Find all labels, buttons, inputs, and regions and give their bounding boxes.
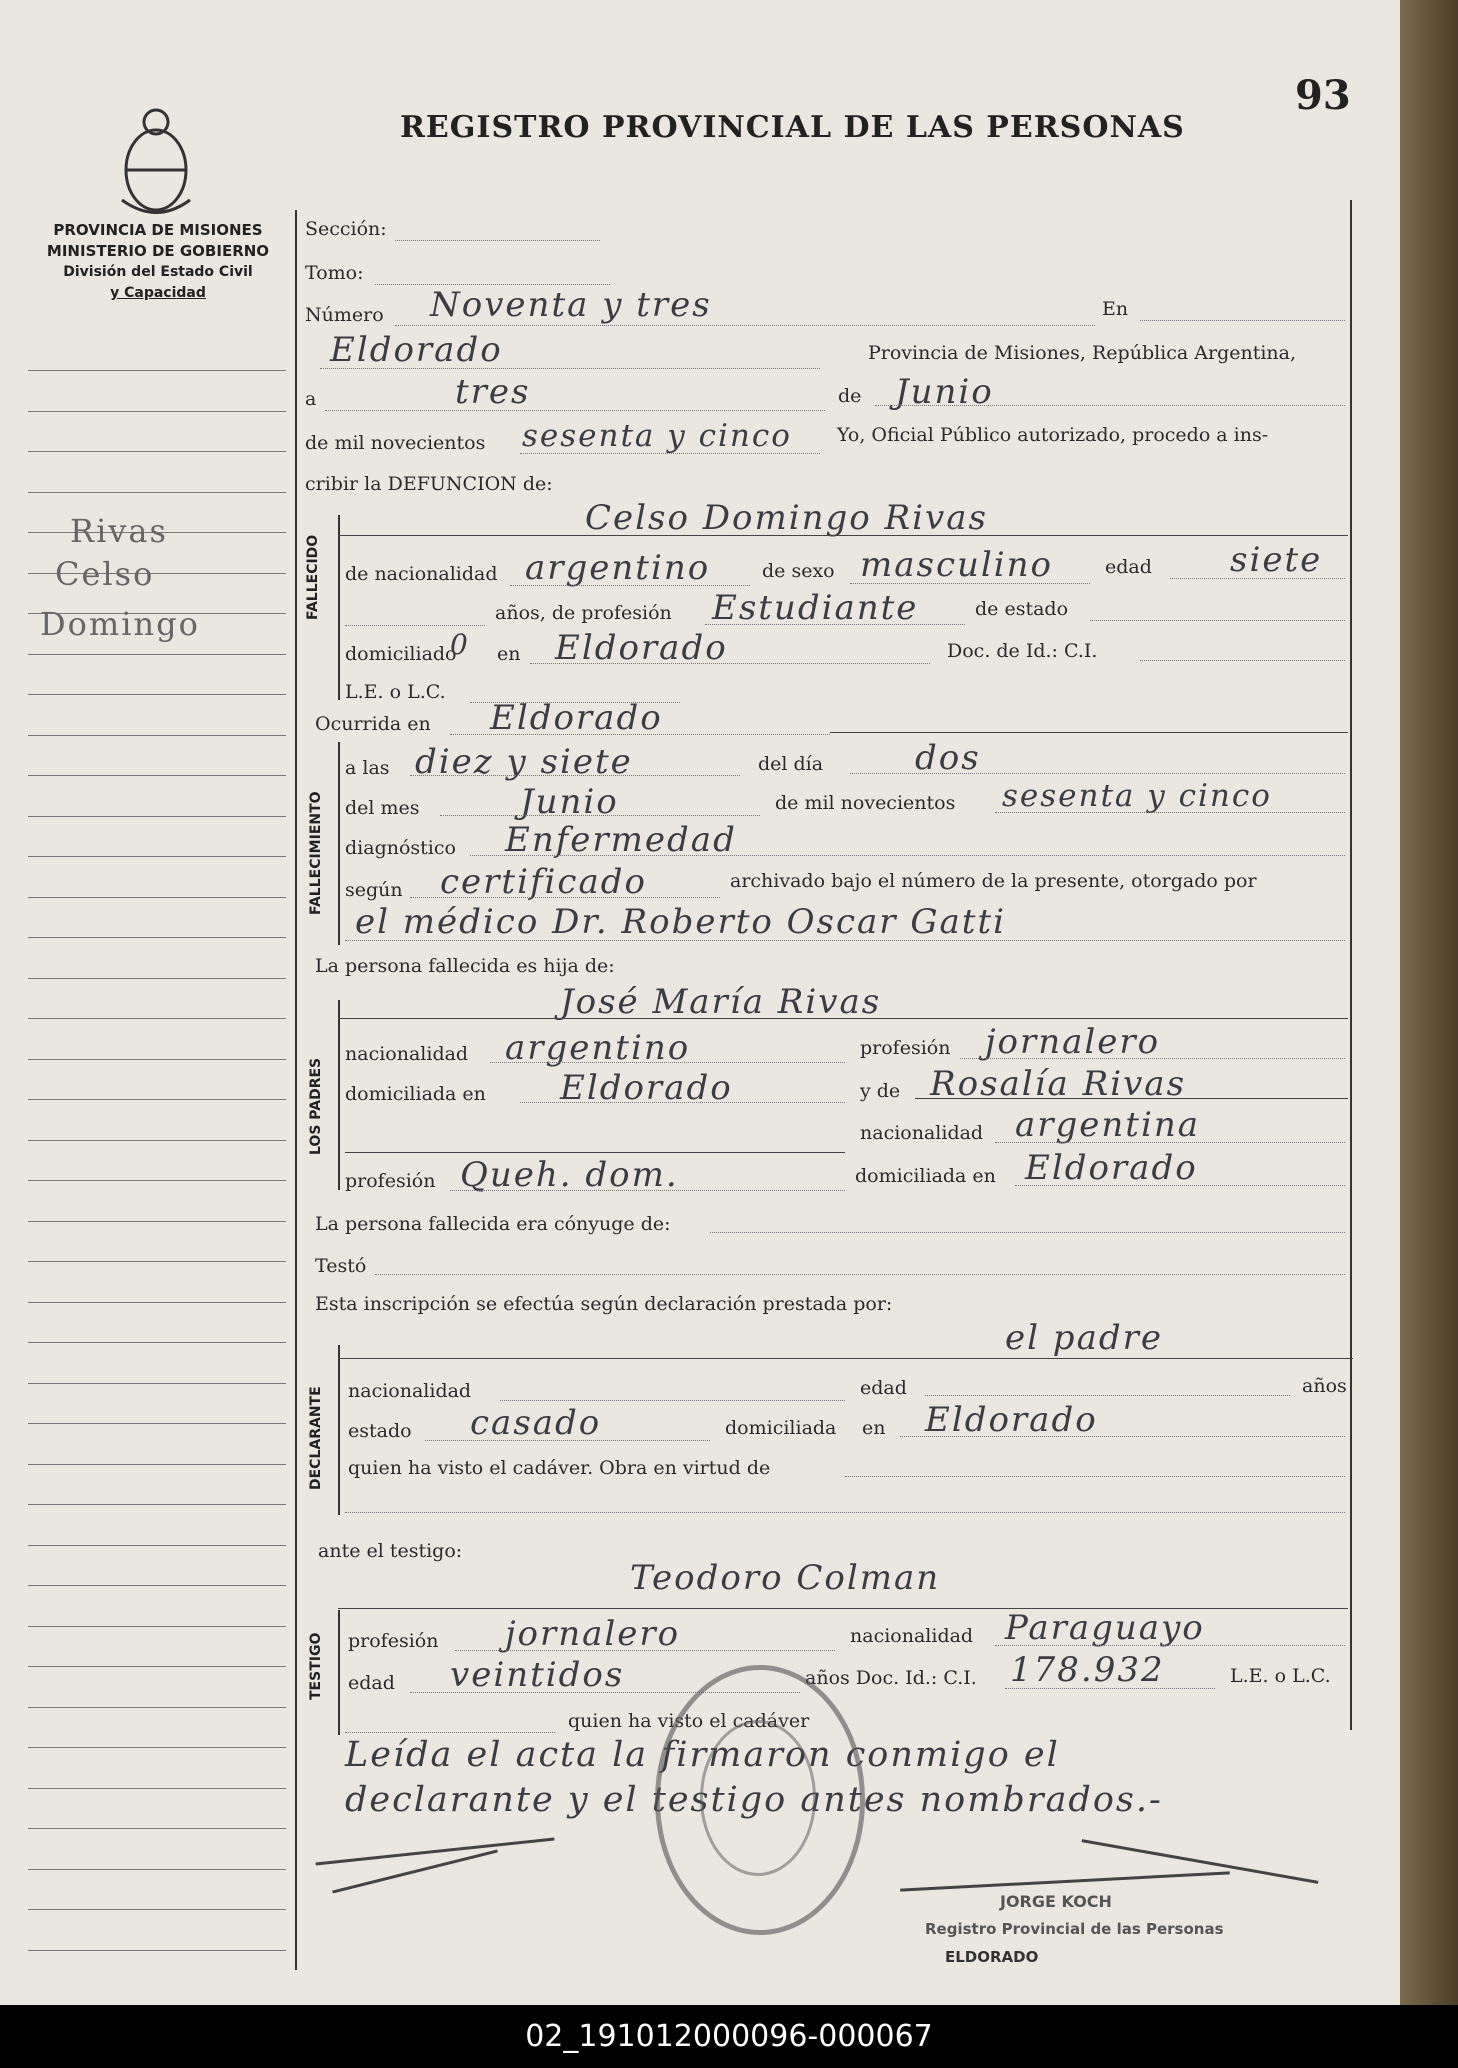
margin-rule: [28, 1302, 286, 1303]
label-estado-declarante: estado: [348, 1420, 412, 1442]
value-padre-nac: argentino: [505, 1028, 691, 1068]
label-nacionalidad: de nacionalidad: [345, 563, 498, 585]
margin-rule: [28, 1585, 286, 1586]
label-sexo: de sexo: [762, 560, 835, 582]
margin-rule: [28, 1099, 286, 1100]
segun-line: [410, 897, 720, 898]
label-domiciliada-madre: domiciliada en: [855, 1165, 996, 1187]
label-profesion-testigo: profesión: [348, 1630, 439, 1652]
ministry-line-3: División del Estado Civil: [63, 264, 253, 280]
label-testo: Testó: [315, 1255, 367, 1277]
value-dia-fall: dos: [915, 738, 981, 778]
value-ocurrida: Eldorado: [490, 698, 663, 738]
label-del-dia: del día: [758, 753, 824, 775]
anio-line: [520, 453, 820, 454]
margin-rule: [28, 1545, 286, 1546]
label-le-lc: L.E. o L.C.: [345, 681, 446, 703]
label-nacionalidad-testigo: nacionalidad: [850, 1625, 974, 1647]
closing-line-2: declarante y el testigo antes nombrados.-: [345, 1780, 1163, 1820]
value-declarante-dom: Eldorado: [925, 1400, 1098, 1440]
doc-line: [1140, 660, 1345, 661]
value-testigo-ci: 178.932: [1010, 1650, 1165, 1690]
label-de-mil-2: de mil novecientos: [775, 792, 956, 814]
margin-rule: [28, 1747, 286, 1748]
label-inscripcion: Esta inscripción se efectúa según declaración prestada por:: [315, 1293, 893, 1315]
label-profesion-madre: profesión: [345, 1170, 436, 1192]
value-nacionalidad: argentino: [525, 548, 711, 588]
value-anio: sesenta y cinco: [522, 418, 792, 454]
label-domiciliada-padre: domiciliada en: [345, 1083, 486, 1105]
declarante-edad-line: [925, 1395, 1290, 1396]
madre-nac-line: [995, 1142, 1345, 1143]
margin-rule: [28, 937, 286, 938]
sexo-line: [850, 583, 1090, 584]
ocurrida-line: [450, 734, 830, 735]
margin-rule: [28, 816, 286, 817]
label-del-mes: del mes: [345, 797, 420, 819]
hora-line: [410, 775, 740, 776]
label-anos-doc-testigo: años Doc. Id.: C.I.: [805, 1667, 977, 1689]
padres-bracket: [338, 1000, 340, 1190]
margin-rule: [28, 1950, 286, 1951]
testigo-ci-line: [1005, 1688, 1215, 1689]
value-hora: diez y siete: [415, 742, 633, 782]
padre-dom-line: [520, 1102, 845, 1103]
declarante-nac-line: [500, 1400, 845, 1401]
label-doc: Doc. de Id.: C.I.: [947, 640, 1098, 662]
margin-rule: [28, 1059, 286, 1060]
label-diagnostico: diagnóstico: [345, 837, 456, 859]
label-conyuge: La persona fallecida era cónyuge de:: [315, 1213, 671, 1235]
label-a-las: a las: [345, 757, 390, 779]
value-nombre: Celso Domingo Rivas: [585, 498, 988, 538]
value-madre: Rosalía Rivas: [930, 1064, 1187, 1104]
margin-rule: [28, 1221, 286, 1222]
value-mes: Junio: [895, 372, 994, 412]
margin-middle-name: Domingo: [40, 605, 200, 643]
visto-line: [845, 1476, 1345, 1477]
label-y-de: y de: [860, 1080, 901, 1102]
margin-rule: [28, 694, 286, 695]
value-padre-prof: jornalero: [985, 1022, 1161, 1062]
margin-rule: [28, 856, 286, 857]
value-testigo-nac: Paraguayo: [1005, 1608, 1205, 1648]
margin-rule: [28, 1383, 286, 1384]
diagnostico-line: [470, 855, 1345, 856]
edad-line: [1170, 578, 1345, 579]
madre-dom-line: [1015, 1185, 1345, 1186]
label-ante-testigo: ante el testigo:: [318, 1540, 463, 1562]
value-declarante: el padre: [1005, 1318, 1163, 1358]
padres-blank-line: [345, 1152, 845, 1153]
label-domiciliada-declarante: domiciliada: [725, 1417, 837, 1439]
section-declarante: DECLARANTE: [308, 1386, 324, 1490]
nacionalidad-line: [510, 585, 750, 586]
margin-rule: [28, 451, 286, 452]
margin-surname: Rivas: [70, 512, 168, 550]
official-signature: [900, 1871, 1230, 1891]
official-seal-inner: [700, 1720, 816, 1876]
ocurrida-rule: [830, 732, 1348, 733]
value-medico: el médico Dr. Roberto Oscar Gatti: [355, 902, 1006, 942]
value-sexo: masculino: [860, 545, 1054, 585]
margin-rule: [28, 1788, 286, 1789]
label-nacionalidad-madre: nacionalidad: [860, 1122, 984, 1144]
label-nacionalidad-padre: nacionalidad: [345, 1043, 469, 1065]
book-binding-edge: [1400, 0, 1458, 2005]
margin-rule: [28, 978, 286, 979]
margin-rule: [28, 1504, 286, 1505]
label-tomo: Tomo:: [305, 262, 364, 284]
margin-rule: [28, 1018, 286, 1019]
margin-rule: [28, 654, 286, 655]
margin-rule: [28, 1707, 286, 1708]
margin-rule: [28, 1909, 286, 1910]
mes-line: [875, 405, 1345, 406]
value-domicilio: Eldorado: [555, 628, 728, 668]
value-numero: Noventa y tres: [430, 285, 712, 325]
label-anos-profesion: años, de profesión: [495, 602, 672, 624]
profesion-line: [705, 624, 965, 625]
coat-of-arms-icon: [112, 100, 200, 220]
value-dia: tres: [455, 372, 531, 412]
en-line: [1140, 320, 1345, 321]
label-le-lc-testigo: L.E. o L.C.: [1230, 1665, 1331, 1687]
value-padre: José María Rivas: [560, 982, 882, 1022]
value-anio-fall: sesenta y cinco: [1002, 778, 1272, 814]
margin-rule: [28, 1626, 286, 1627]
stamp-name: JORGE KOCH: [1000, 1892, 1112, 1911]
label-numero: Número: [305, 304, 384, 326]
label-edad-testigo: edad: [348, 1672, 395, 1694]
dia-fall-line: [850, 773, 1345, 774]
page-number: 93: [1295, 72, 1351, 119]
value-diagnostico: Enfermedad: [505, 820, 737, 860]
testo-line: [375, 1274, 1345, 1275]
numero-line: [395, 325, 1095, 326]
margin-rule: [28, 775, 286, 776]
label-nacionalidad-declarante: nacionalidad: [348, 1380, 472, 1402]
declarante-signature-stroke: [332, 1849, 498, 1893]
fallecido-bracket: [338, 515, 340, 700]
label-anos-declarante: años: [1302, 1375, 1347, 1397]
left-border: [295, 210, 297, 1970]
label-seccion: Sección:: [305, 218, 387, 240]
conyuge-line: [710, 1232, 1345, 1233]
margin-rule: [28, 1464, 286, 1465]
value-madre-nac: argentina: [1015, 1105, 1201, 1145]
section-los-padres: LOS PADRES: [308, 1057, 324, 1155]
label-ocurrida: Ocurrida en: [315, 713, 431, 735]
fallecimiento-bracket: [338, 742, 340, 945]
margin-rule: [28, 1180, 286, 1181]
testigo-visto-blank: [345, 1732, 555, 1733]
anos-line: [345, 625, 485, 626]
declarante-line: [338, 1358, 1353, 1359]
anio-fall-line: [995, 812, 1345, 813]
margin-rule: [28, 411, 286, 412]
margin-rule: [28, 1342, 286, 1343]
value-edad: siete: [1230, 540, 1323, 580]
padre-line: [338, 1018, 1348, 1019]
margin-rule: [28, 1869, 286, 1870]
mes-fall-line: [440, 815, 760, 816]
margin-rule: [28, 1828, 286, 1829]
ministry-line-1: PROVINCIA DE MISIONES: [53, 221, 263, 239]
label-segun: según: [345, 879, 403, 901]
lugar-line: [320, 368, 820, 369]
value-profesion: Estudiante: [712, 588, 919, 628]
margin-rule: [28, 897, 286, 898]
padre-nac-line: [490, 1062, 845, 1063]
label-archivado: archivado bajo el número de la presente, otorgado por: [730, 870, 1257, 892]
label-domiciliado: domiciliado: [345, 643, 457, 665]
declarante-signature: [316, 1837, 555, 1865]
closing-line-1: Leída el acta la firmaron conmigo el: [345, 1735, 1060, 1775]
estado-line: [1090, 620, 1345, 621]
stamp-place: ELDORADO: [945, 1948, 1039, 1966]
value-testigo: Teodoro Colman: [630, 1558, 941, 1598]
value-domicilio-num: 0: [450, 628, 470, 661]
margin-rule: [28, 492, 286, 493]
value-madre-dom: Eldorado: [1025, 1148, 1198, 1188]
testigo-prof-line: [455, 1650, 835, 1651]
section-testigo: TESTIGO: [308, 1632, 324, 1700]
section-fallecimiento: FALLECIMIENTO: [308, 791, 324, 915]
ministry-line-4: y Capacidad: [110, 285, 206, 301]
value-padre-dom: Eldorado: [560, 1068, 733, 1108]
label-en-domicilio: en: [497, 643, 521, 665]
visto-line-2: [345, 1512, 1345, 1513]
value-madre-prof: Queh. dom.: [460, 1155, 679, 1195]
label-de: de: [838, 385, 862, 407]
margin-rule: [28, 1261, 286, 1262]
nombre-line: [338, 535, 1348, 536]
label-en-declarante: en: [862, 1417, 886, 1439]
image-footer-id: 02_191012000096-000067: [0, 2005, 1458, 2068]
label-edad: edad: [1105, 556, 1152, 578]
madre-prof-line: [450, 1190, 845, 1191]
page-title: REGISTRO PROVINCIAL DE LAS PERSONAS: [400, 110, 1185, 145]
padre-prof-line: [960, 1058, 1345, 1059]
margin-rule: [28, 1423, 286, 1424]
medico-line: [345, 940, 1345, 941]
label-visto-testigo: quien ha visto el cadáver: [568, 1710, 810, 1732]
ministry-header: [28, 220, 288, 304]
label-visto: quien ha visto el cadáver. Obra en virtud de: [348, 1457, 771, 1479]
testigo-nac-line: [995, 1645, 1345, 1646]
label-de-mil: de mil novecientos: [305, 432, 486, 454]
label-cribir: cribir la DEFUNCION de:: [305, 473, 553, 495]
declarante-estado-line: [425, 1440, 710, 1441]
label-de-estado: de estado: [975, 598, 1069, 620]
label-a: a: [305, 388, 317, 410]
stamp-office: Registro Provincial de las Personas: [925, 1920, 1224, 1938]
label-en: En: [1102, 298, 1129, 320]
ministry-line-2: MINISTERIO DE GOBIERNO: [46, 242, 270, 260]
value-testigo-prof: jornalero: [505, 1614, 681, 1654]
label-oficial: Yo, Oficial Público autorizado, procedo a ins-: [837, 424, 1269, 446]
seccion-line: [395, 240, 600, 241]
label-hija-de: La persona fallecida es hija de:: [315, 955, 615, 977]
label-provincia: Provincia de Misiones, República Argentina,: [868, 342, 1297, 364]
margin-rule: [28, 735, 286, 736]
margin-given-name: Celso: [55, 555, 155, 593]
value-segun: certificado: [440, 862, 647, 902]
label-profesion-padre: profesión: [860, 1037, 951, 1059]
domicilio-line: [530, 663, 930, 664]
value-mes-fall: Junio: [520, 782, 619, 822]
margin-rule: [28, 1140, 286, 1141]
value-lugar: Eldorado: [330, 330, 503, 370]
margin-rule: [28, 370, 286, 371]
margin-rule: [28, 1666, 286, 1667]
testigo-bracket: [338, 1610, 340, 1735]
declarante-bracket: [338, 1345, 340, 1515]
dia-line: [325, 410, 825, 411]
section-fallecido: FALLECIDO: [305, 534, 321, 620]
declarante-dom-line: [900, 1436, 1345, 1437]
value-testigo-edad: veintidos: [450, 1655, 625, 1695]
value-declarante-estado: casado: [470, 1403, 602, 1443]
right-border: [1350, 200, 1352, 1730]
label-edad-declarante: edad: [860, 1377, 907, 1399]
madre-line: [915, 1098, 1348, 1099]
